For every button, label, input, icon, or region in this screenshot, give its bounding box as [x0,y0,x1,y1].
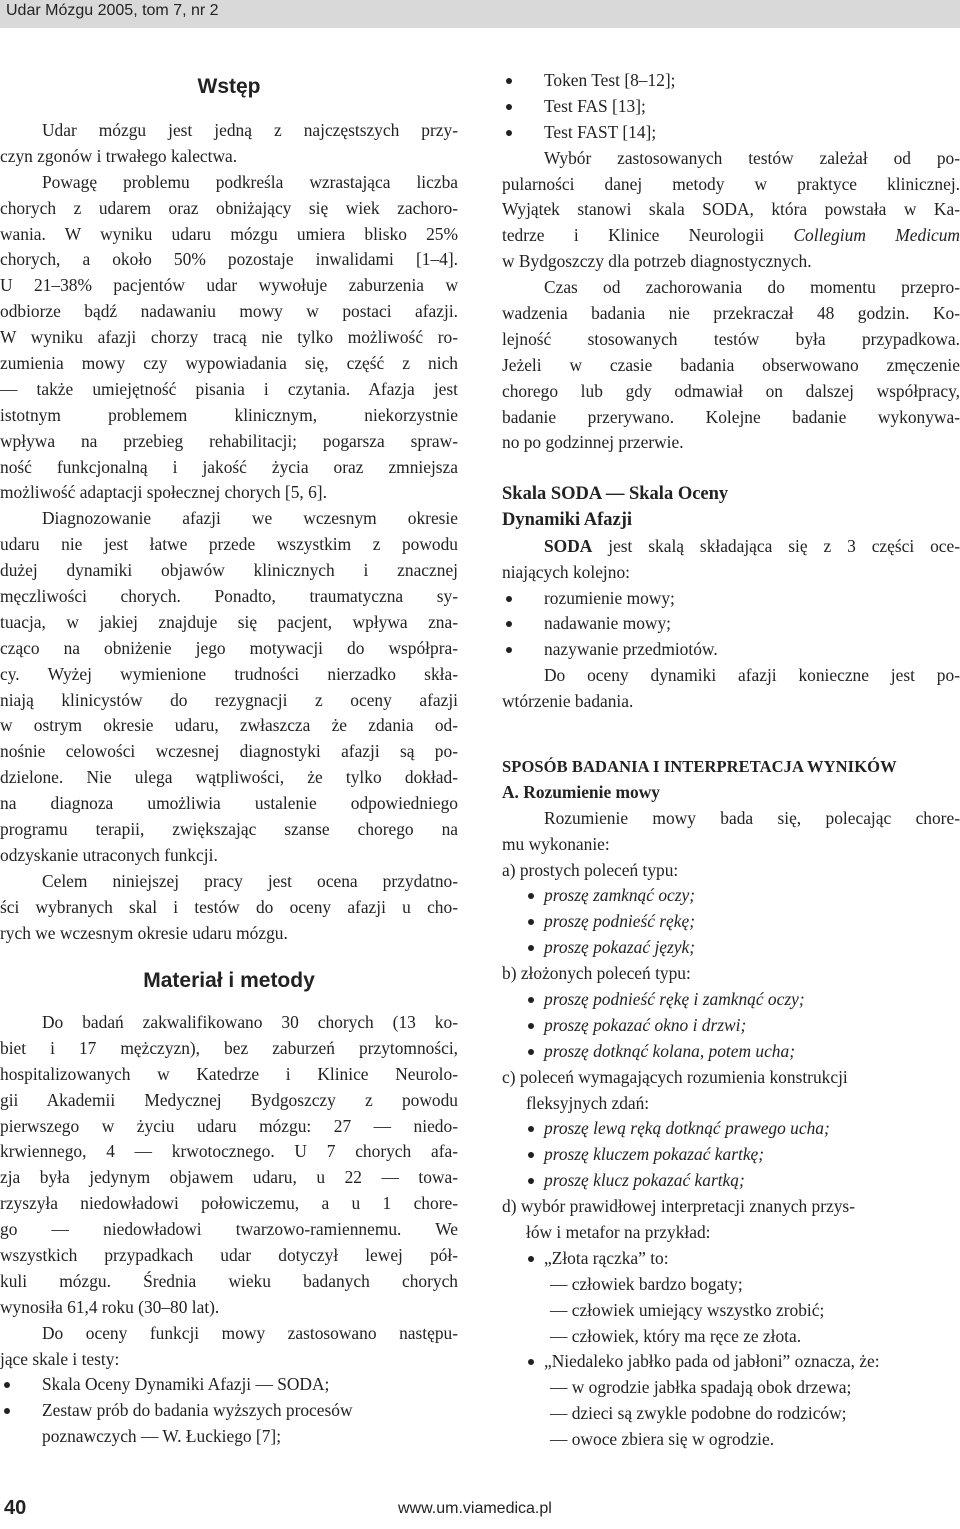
answer-option: — człowiek umiejący wszystko zrobić; [550,1299,825,1320]
text-line: W wyniku afazji chorzy tracą nie tylko możliwość ro- [0,327,458,348]
answer-option: — dzieci są zwykle podobne do rodziców; [550,1403,847,1424]
tests-list [502,68,960,456]
list-item: proszę zamknąć oczy; [502,883,960,909]
text-line: nośnie celowości wczesnej diagnostyki afazji są po- [0,741,458,762]
subsection-heading: A. Rozumienie mowy [502,781,660,802]
journal-title: Udar Mózgu 2005, tom 7, nr 2 [6,2,219,19]
text-line: odbiorze bądź nadawaniu mowy w postaci afazji. [0,301,458,322]
text-line: rych we wczesnym okresie udaru mózgu. [0,922,288,943]
italic-text: Collegium Medicum [793,225,960,246]
text-line: możliwość adaptacji społecznej chorych [5, 6]. [0,482,327,503]
list-item: proszę kluczem pokazać kartkę; [502,1142,960,1168]
list-item: „Złota rączka” to: [502,1246,960,1272]
text-line: chorych z udarem oraz obniżający się wiek zachoro- [0,197,458,218]
text-line: ność funkcjonalną i jakość życia oraz zmniejsza [0,456,458,477]
text-line: na diagnoza umożliwia ustalenie odpowiedniego [0,793,458,814]
text-line: czyn zgonów i trwałego kalectwa. [0,145,238,166]
list-item: proszę pokazać język; [502,935,960,961]
list-item: Zestaw prób do badania wyższych procesów [0,1398,458,1424]
text-line: wtórzenie badania. [502,691,634,712]
list-label: b) złożonych poleceń typu: [502,963,691,984]
answer-option: — owoce zbiera się w ogrodzie. [550,1429,775,1450]
text-line: Do oceny dynamiki afazji konieczne jest po- [544,665,960,686]
text-line: wania. W wyniku udaru mózgu umiera blisko 25% [0,223,458,244]
list-label-continuation: łów i metafor na przykład: [526,1222,711,1243]
text-line: tuacja, w jakiej znajduje się pacjent, wpływa zna- [0,611,458,632]
text-line: pierwszego w życiu udaru mózgu: 27 — niedo- [0,1115,458,1136]
text-line: badanie przerywano. Kolejne badanie wykonywa- [502,406,960,427]
text-line: męczliwości chorych. Ponadto, traumatyczna sy- [0,586,458,607]
text-line: dzielone. Nie ulega wątpliwości, że tylko dokład- [0,767,458,788]
page-number: 40 [4,1497,27,1519]
list-item: proszę klucz pokazać kartką; [502,1168,960,1194]
text-line: udaru nie jest łatwe przede wszystkim z powodu [0,534,458,555]
list-item: „Niedaleko jabłko pada od jabłoni” oznacza, że: [502,1349,960,1375]
text-span: jest skalą składająca się z 3 części oce- [592,535,960,556]
text-line: w Bydgoszczy dla potrzeb diagnostycznych. [502,251,812,272]
methods-body [0,1010,458,1450]
text-line: rzyszyła niedowładowi połowiczemu, a u 1 chore- [0,1193,458,1214]
text-line: niają klinicystów do rezygnacji z oceny afazji [0,689,458,710]
text-line: kuli mózgu. Średnia wieku badanych chorych [0,1270,458,1291]
list-item: Test FAST [14]; [502,120,960,146]
text-line: U 21–38% pacjentów udar wywołuje zaburzenia w [0,275,458,296]
list-item: proszę podnieść rękę i zamknąć oczy; [502,987,960,1013]
text-line: wszystkich przypadkach udar dotyczył lewej pół- [0,1245,458,1266]
text-line: jące skale i testy: [0,1348,120,1369]
list-label-continuation: fleksyjnych zdań: [526,1092,650,1113]
soda-heading-line-2: Dynamiki Afazji [502,509,633,530]
text-line: krwiennego, 4 — krwotocznego. U 7 chorych afa- [0,1141,458,1162]
text-line: hospitalizowanych w Katedrze i Klinice Neurolo- [0,1063,458,1084]
list-item: Test FAS [13]; [502,94,960,120]
text-line: Powagę problemu podkreśla wzrastająca liczba [42,171,458,192]
text-line: biet i 17 mężczyzn), bez zaburzeń przytomności, [0,1037,458,1058]
methods-heading: Materiał i metody [143,969,315,992]
bold-text: SODA [544,535,593,556]
text-line: wynosiła 61,4 roku (30–80 lat). [0,1296,220,1317]
text-line: chorego lub gdy odmawiał on dalszej współpracy, [502,380,960,401]
text-line: go — niedowładowi twarzowo-ramiennemu. We [0,1219,458,1240]
text-span: tedrze i Klinice Neurologii [502,225,765,246]
text-line [502,223,960,249]
text-line: w ostrym okresie udaru, zwłaszcza że zdania od- [0,715,458,736]
list-label: d) wybór prawidłowej interpretacji znanych przys- [502,1196,855,1217]
text-line: no po godzinnej przerwie. [502,432,684,453]
text-line: odzyskanie utraconych funkcji. [0,844,218,865]
text-line: Wybór zastosowanych testów zależał od po- [544,147,960,168]
text-line: wpływa na przebieg rehabilitacji; pogarsza spraw- [0,430,458,451]
list-item: rozumienie mowy; [502,586,960,612]
method-section [502,754,960,1453]
soda-section [502,482,960,715]
text-line: Diagnozowanie afazji we wczesnym okresie [42,508,458,529]
text-line: Celem niniejszej pracy jest ocena przydatno- [42,870,458,891]
list-item-continuation: poznawczych — W. Łuckiego [7]; [42,1426,282,1447]
list-item: Token Test [8–12]; [502,68,960,94]
list-item: proszę pokazać okno i drzwi; [502,1013,960,1039]
text-line: — także umiejętność pisania i czytania. Afazja jest [0,378,458,399]
text-line: niających kolejno: [502,561,630,582]
answer-option: — człowiek bardzo bogaty; [550,1273,743,1294]
text-line: cy. Wyżej wymienione trudności nierzadko skła- [0,663,458,684]
text-line: chorych, a około 50% pozostaje inwalidami [1–4]. [0,249,458,270]
list-item: proszę podnieść rękę; [502,909,960,935]
list-item: proszę lewą ręką dotknąć prawego ucha; [502,1116,960,1142]
running-header [0,0,960,28]
text-line: ści wybranych skal i testów do oceny afazji u cho- [0,896,458,917]
list-label: c) poleceń wymagających rozumienia konstrukcji [502,1066,848,1087]
text-line: pularności danej metody w praktyce klinicznej. [502,173,960,194]
footer-url[interactable]: www.um.viamedica.pl [398,1500,552,1517]
text-line: Do oceny funkcji mowy zastosowano następu- [42,1322,458,1343]
text-line: gii Akademii Medycznej Bydgoszczy z powodu [0,1089,458,1110]
list-item: proszę dotknąć kolana, potem ucha; [502,1039,960,1065]
text-line: Czas od zachorowania do momentu przepro- [544,277,960,298]
list-item: Skala Oceny Dynamiki Afazji — SODA; [0,1372,458,1398]
list-label: a) prostych poleceń typu: [502,859,679,880]
list-item: nadawanie mowy; [502,611,960,637]
method-heading: SPOSÓB BADANIA I INTERPRETACJA WYNIKÓW [502,757,897,776]
text-line: zja była jedynym objawem udaru, u 22 — towa- [0,1167,458,1188]
text-line: Wyjątek stanowi skala SODA, która powstała w Ka- [502,199,960,220]
text-line: wadzenia badania nie przekraczał 48 godzin. Ko- [502,303,960,324]
list-item: nazywanie przedmiotów. [502,637,960,663]
text-line: programu terapii, zwiększając szanse chorego na [0,819,458,840]
text-line: Rozumienie mowy bada się, polecając chore- [544,807,960,828]
text-line [502,534,960,560]
text-line: Udar mózgu jest jedną z najczęstszych przy- [42,120,458,140]
answer-option: — człowiek, który ma ręce ze złota. [550,1325,802,1346]
intro-heading: Wstęp [197,75,261,98]
text-line: Jeżeli w czasie badania obserwowano zmęczenie [502,354,960,375]
text-line: dużej dynamiki objawów klinicznych i znacznej [0,560,458,581]
answer-option: — w ogrodzie jabłka spadają obok drzewa; [550,1377,852,1398]
text-line: Do badań zakwalifikowano 30 chorych (13 ko- [42,1012,458,1032]
text-line: mu wykonanie: [502,833,610,854]
intro-body [0,118,458,947]
text-line: lejność stosowanych testów była przypadkowa. [502,328,960,349]
soda-heading-line-1: Skala SODA — Skala Oceny [502,484,729,504]
text-line: cząco na obniżenie jego motywacji do współpra- [0,637,458,658]
text-line: istotnym problemem klinicznym, niekorzystnie [0,404,458,425]
text-line: zumienia mowy czy wypowiadania się, część z nich [0,353,458,374]
